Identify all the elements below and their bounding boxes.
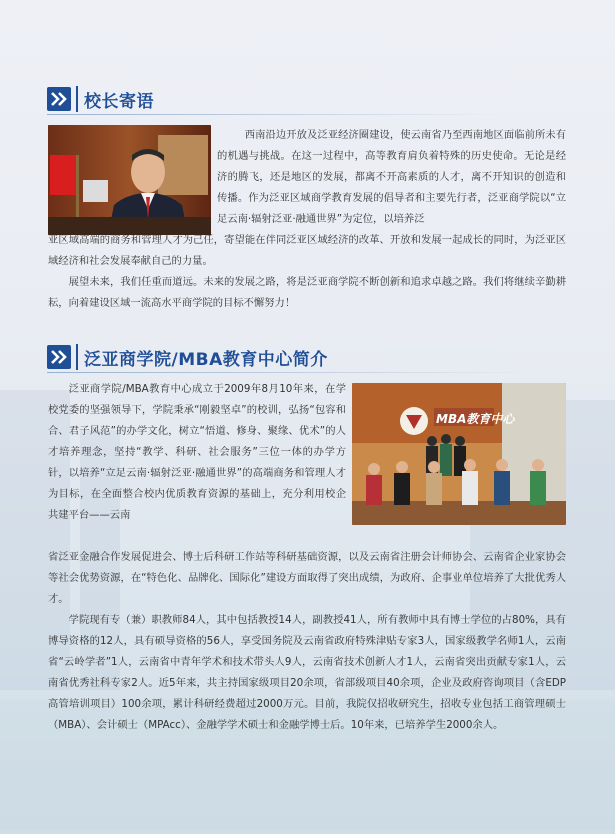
double-chevron-icon — [47, 87, 71, 111]
principal-photo — [48, 125, 211, 235]
mba-group-photo — [352, 383, 566, 525]
section-header-intro — [47, 344, 328, 370]
section-title: 泛亚商学院/MBA教育中心简介 — [84, 349, 328, 370]
banner-text: MBA教育中心 — [436, 412, 515, 426]
section-title: 校长寄语 — [84, 91, 154, 112]
double-chevron-icon — [47, 345, 71, 369]
principal-message-part2: 亚区域高端的商务和管理人才为己任，寄望能在伴同泛亚区域经济的改革、开放和发展一起成长的同时，为泛亚区域经济和社会发展奉献自己的力量。 展望未来，我们任重而道远。未来的发展之路，将是泛亚商学院不断创新和追求卓越之路。我们将继续辛勤耕耘，向着建设区域一流高水平商学院的目标不懈努力！ — [48, 234, 566, 309]
intro-part1: 泛亚商学院/MBA教育中心成立于2009年8月10年来，在学校党委的坚强领导下，学院秉承“刚毅坚卓”的校训，弘扬“包容和合、君子风范”的办学文化，树立“悟道、修身、聚缘、优术”的人才培养理念，坚持“教学、科研、社会服务”三位一体的办学方针，以培养“立足云南·辐射泛亚·融通世界”的高端商务和管理人才为目标，在全面整合校内优质教育资源的基础上，充分利用校企共建平台——云南 — [48, 383, 346, 521]
section-header-principal — [47, 86, 154, 112]
principal-message-part1: 西南沿边开放及泛亚经济圈建设，使云南省乃至西南地区面临前所未有的机遇与挑战。在这一过程中，高等教育肩负着特殊的历史使命。无论是经济的腾飞，还是地区的发展，都离不开高素质的人才，离不开知识的创造和传播。作为泛亚区域商学教育发展的倡导者和主要先行者，泛亚商学院以“立足云南·辐射泛亚·融通世界”为定位，以培养泛 — [217, 129, 566, 225]
intro-part2: 省泛亚金融合作发展促进会、博士后科研工作站等科研基础资源，以及云南省注册会计师协会、云南省企业家协会等社会优势资源，在“特色化、品牌化、国际化”建设方面取得了突出成绩，为政府、企事业单位培养了大批优秀人才。 学院现有专（兼）职教师84人，其中包括教授14人，副教授41人，所有教师中具有博士学位的占80%，具有博导资格的12人，具有硕导资格的56人，享受国务院及云南省政府特殊津贴专家3人，国家级教学名师1人，云南省“云岭学者”1人，云南省中青年学术和技术带头人9人，云南省技术创新人才1人，云南省突出贡献专家1人，云南省优秀社科专家2人。近5年来，共主持国家级项目20余项，省部级项目40余项，企业及政府咨询项目（含EDP高管培训项目）100余项，累计科研经费超过2000万元。目前，我院仅招收研究生，招收专业包括工商管理硕士（MBA）、会计硕士（MPAcc）、金融学学术硕士和金融学博士后。10年来，已培养学生2000余人。 — [48, 551, 566, 731]
